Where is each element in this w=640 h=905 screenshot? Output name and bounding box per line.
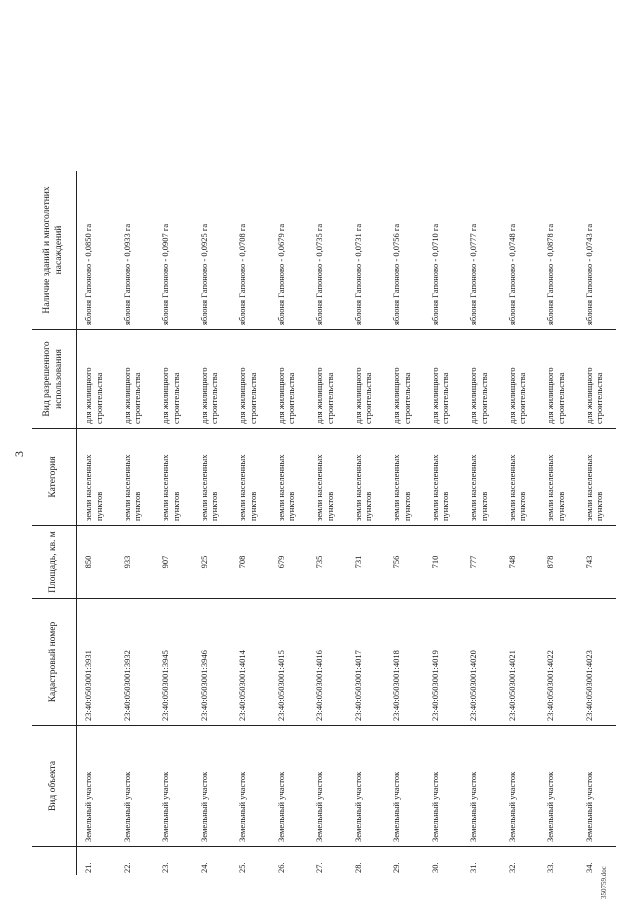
- header-object-type: Вид объекта: [32, 726, 77, 847]
- cell-num: 24.: [198, 862, 209, 873]
- cell-permitted-use: для жилищного строительства: [501, 330, 540, 429]
- cell-object-type: Земельный участок: [347, 726, 386, 847]
- table-body: [77, 171, 617, 875]
- cell-object-type: Земельный участок: [154, 726, 193, 847]
- cell-object-type: Земельный участок: [77, 726, 116, 847]
- cell-category: земли населенных пунктов: [154, 429, 193, 526]
- cell-object-type: Земельный участок: [308, 726, 347, 847]
- cell-presence: яблоня Гапоново - 0,0907 га: [154, 171, 193, 330]
- table-row: [578, 171, 617, 875]
- header-area: Площадь, кв. м: [32, 526, 77, 599]
- header-permitted-use: Вид разрешенного использования: [32, 330, 77, 429]
- cell-presence: яблоня Гапоново - 0,0710 га: [424, 171, 463, 330]
- cell-area: 756: [385, 526, 424, 599]
- table-row: [539, 171, 578, 875]
- cell-permitted-use: для жилищного строительства: [270, 330, 309, 429]
- cell-presence: яблоня Гапоново - 0,0743 га: [578, 171, 617, 330]
- table-row: [462, 171, 501, 875]
- page-number: 3: [12, 451, 26, 457]
- cell-permitted-use: для жилищного строительства: [193, 330, 232, 429]
- cell-num: 22.: [121, 862, 132, 873]
- cell-category: земли населенных пунктов: [385, 429, 424, 526]
- table-row: [77, 171, 116, 875]
- cell-object-type: Земельный участок: [270, 726, 309, 847]
- cell-num: 33.: [545, 862, 555, 873]
- cell-presence: яблоня Гапоново - 0,0850 га: [77, 171, 116, 330]
- cell-category: земли населенных пунктов: [308, 429, 347, 526]
- cell-permitted-use: для жилищного строительства: [539, 330, 578, 429]
- cell-permitted-use: для жилищного строительства: [77, 330, 116, 429]
- land-plots-table: [32, 171, 616, 875]
- table-row: [501, 171, 540, 875]
- cell-area: 735: [308, 526, 347, 599]
- cell-area: 743: [578, 526, 617, 599]
- cell-category: земли населенных пунктов: [193, 429, 232, 526]
- header-category: Категория: [32, 429, 77, 526]
- table-row: [347, 171, 386, 875]
- cell-category: земли населенных пунктов: [270, 429, 309, 526]
- cell-presence: яблоня Гапоново - 0,0933 га: [116, 171, 155, 330]
- table-row: [116, 171, 155, 875]
- header-cadastral: Кадастровый номер: [32, 599, 77, 726]
- cell-cadastral: 23:40:0503001:4020: [462, 599, 501, 726]
- cell-object-type: Земельный участок: [193, 726, 232, 847]
- cell-presence: яблоня Гапоново - 0,0777 га: [462, 171, 501, 330]
- cell-area: 679: [270, 526, 309, 599]
- cell-num: 28.: [352, 862, 363, 873]
- cell-permitted-use: для жилищного строительства: [578, 330, 617, 429]
- cell-cadastral: 23:40:0503001:4023: [578, 599, 617, 726]
- cell-area: 710: [424, 526, 463, 599]
- cell-presence: яблоня Гапоново - 0,0878 га: [539, 171, 578, 330]
- cell-num: 27.: [314, 862, 324, 873]
- cell-object-type: Земельный участок: [462, 726, 501, 847]
- cell-num: 34.: [583, 862, 594, 873]
- cell-area: 777: [462, 526, 501, 599]
- cell-presence: яблоня Гапоново - 0,0708 га: [231, 171, 270, 330]
- cell-area: 708: [231, 526, 270, 599]
- cell-category: земли населенных пунктов: [578, 429, 617, 526]
- table-row: [424, 171, 463, 875]
- cell-cadastral: 23:40:0503001:3946: [193, 599, 232, 726]
- table-row: [270, 171, 309, 875]
- cell-category: земли населенных пунктов: [116, 429, 155, 526]
- cell-permitted-use: для жилищного строительства: [231, 330, 270, 429]
- cell-permitted-use: для жилищного строительства: [308, 330, 347, 429]
- cell-cadastral: 23:40:0503001:3932: [116, 599, 155, 726]
- cell-num: 21.: [83, 862, 93, 873]
- cell-presence: яблоня Гапоново - 0,0731 га: [347, 171, 386, 330]
- cell-area: 850: [77, 526, 116, 599]
- cell-permitted-use: для жилищного строительства: [154, 330, 193, 429]
- cell-presence: яблоня Гапоново - 0,0679 га: [270, 171, 309, 330]
- cell-permitted-use: для жилищного строительства: [424, 330, 463, 429]
- cell-num: 31.: [468, 862, 478, 873]
- cell-num: 29.: [391, 862, 401, 873]
- cell-category: земли населенных пунктов: [347, 429, 386, 526]
- cell-cadastral: 23:40:0503001:4019: [424, 599, 463, 726]
- cell-cadastral: 23:40:0503001:4018: [385, 599, 424, 726]
- cell-permitted-use: для жилищного строительства: [347, 330, 386, 429]
- cell-category: земли населенных пунктов: [539, 429, 578, 526]
- cell-num: 30.: [429, 862, 440, 873]
- cell-area: 731: [347, 526, 386, 599]
- cell-area: 878: [539, 526, 578, 599]
- cell-category: земли населенных пунктов: [424, 429, 463, 526]
- header-presence: Наличие зданий и многолетних насаждений: [32, 171, 77, 330]
- cell-area: 933: [116, 526, 155, 599]
- table-row: [154, 171, 193, 875]
- table-row: [231, 171, 270, 875]
- cell-cadastral: 23:40:0503001:4014: [231, 599, 270, 726]
- document-reference: 350759.doc: [600, 866, 608, 899]
- cell-object-type: Земельный участок: [578, 726, 617, 847]
- table-row: [308, 171, 347, 875]
- cell-object-type: Земельный участок: [424, 726, 463, 847]
- cell-permitted-use: для жилищного строительства: [462, 330, 501, 429]
- cell-cadastral: 23:40:0503001:4016: [308, 599, 347, 726]
- cell-object-type: Земельный участок: [501, 726, 540, 847]
- table-header: [32, 171, 77, 875]
- cell-area: 907: [154, 526, 193, 599]
- cell-permitted-use: для жилищного строительства: [385, 330, 424, 429]
- cell-object-type: Земельный участок: [231, 726, 270, 847]
- cell-presence: яблоня Гапоново - 0,0925 га: [193, 171, 232, 330]
- cell-num: 25.: [237, 862, 247, 873]
- cell-num: 32.: [506, 862, 517, 873]
- cell-category: земли населенных пунктов: [77, 429, 116, 526]
- cell-num: 23.: [160, 862, 170, 873]
- cell-area: 748: [501, 526, 540, 599]
- cell-area: 925: [193, 526, 232, 599]
- cell-cadastral: 23:40:0503001:4022: [539, 599, 578, 726]
- cell-num: 26.: [275, 862, 286, 873]
- cell-cadastral: 23:40:0503001:3945: [154, 599, 193, 726]
- cell-cadastral: 23:40:0503001:3931: [77, 599, 116, 726]
- cell-category: земли населенных пунктов: [462, 429, 501, 526]
- cell-cadastral: 23:40:0503001:4015: [270, 599, 309, 726]
- cell-presence: яблоня Гапоново - 0,0748 га: [501, 171, 540, 330]
- cell-presence: яблоня Гапоново - 0,0735 га: [308, 171, 347, 330]
- cell-permitted-use: для жилищного строительства: [116, 330, 155, 429]
- table-row: [385, 171, 424, 875]
- cell-cadastral: 23:40:0503001:4017: [347, 599, 386, 726]
- cell-object-type: Земельный участок: [385, 726, 424, 847]
- header-num: [32, 847, 77, 876]
- cell-presence: яблоня Гапоново - 0,0756 га: [385, 171, 424, 330]
- cell-object-type: Земельный участок: [116, 726, 155, 847]
- cell-cadastral: 23:40:0503001:4021: [501, 599, 540, 726]
- cell-category: земли населенных пунктов: [501, 429, 540, 526]
- table-row: [193, 171, 232, 875]
- cell-object-type: Земельный участок: [539, 726, 578, 847]
- cell-category: земли населенных пунктов: [231, 429, 270, 526]
- header-row: [32, 171, 77, 875]
